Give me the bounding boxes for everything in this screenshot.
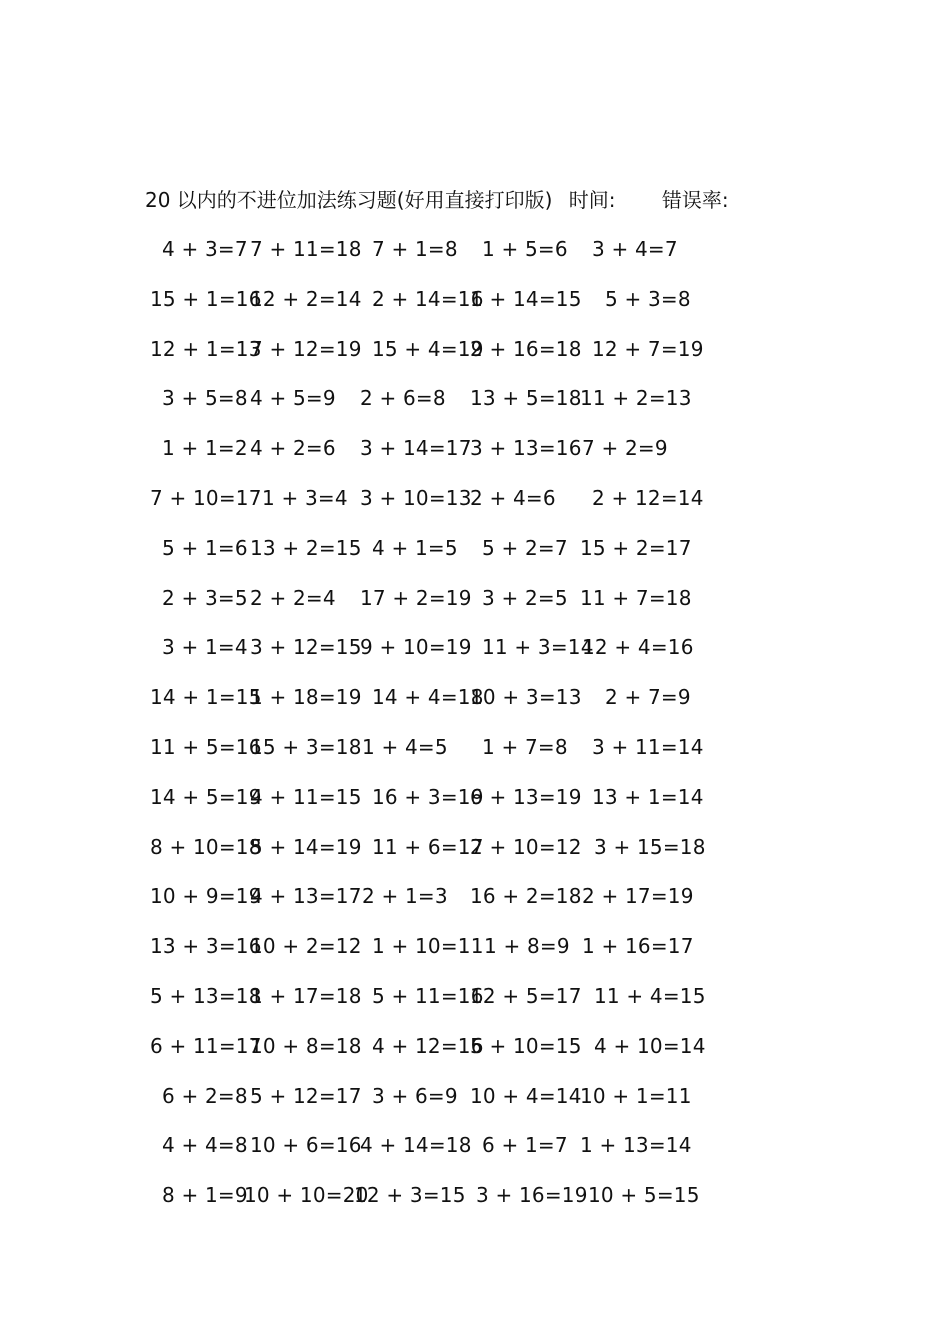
addition-problem: 2 + 14=16	[372, 286, 484, 311]
addition-problem: 7 + 2=9	[582, 436, 668, 461]
addition-problem: 13 + 3=16	[150, 934, 262, 959]
addition-problem: 11 + 5=16	[150, 734, 262, 759]
addition-problem: 16 + 3=19	[372, 784, 484, 809]
problem-row	[150, 535, 710, 585]
addition-problem: 5 + 2=7	[482, 535, 568, 560]
addition-problem: 3 + 15=18	[594, 834, 706, 859]
addition-problem: 10 + 8=18	[250, 1033, 362, 1058]
addition-problem: 3 + 5=8	[162, 386, 248, 411]
addition-problem: 13 + 1=14	[592, 784, 704, 809]
addition-problem: 5 + 12=17	[250, 1083, 362, 1108]
problem-row	[150, 933, 710, 983]
addition-problem: 3 + 10=13	[360, 485, 472, 510]
addition-problem: 2 + 6=8	[360, 386, 446, 411]
addition-problem: 1 + 14=15	[470, 286, 582, 311]
addition-problem: 13 + 5=18	[470, 386, 582, 411]
addition-problem: 1 + 4=5	[362, 734, 448, 759]
addition-problem: 12 + 3=15	[354, 1183, 466, 1208]
addition-problem: 6 + 13=19	[470, 784, 582, 809]
addition-problem: 10 + 2=12	[250, 934, 362, 959]
addition-problem: 17 + 2=19	[360, 585, 472, 610]
addition-problem: 12 + 1=13	[150, 336, 262, 361]
addition-problem: 10 + 5=15	[588, 1183, 700, 1208]
addition-problem: 2 + 12=14	[592, 485, 704, 510]
addition-problem: 3 + 2=5	[482, 585, 568, 610]
addition-problem: 1 + 17=18	[250, 983, 362, 1008]
problem-row	[150, 286, 710, 336]
addition-problem: 15 + 3=18	[250, 734, 362, 759]
addition-problem: 1 + 7=8	[482, 734, 568, 759]
error-rate-label: 错误率:	[661, 188, 729, 212]
addition-problem: 2 + 2=4	[250, 585, 336, 610]
addition-problem: 15 + 1=16	[150, 286, 262, 311]
addition-problem: 5 + 10=15	[470, 1033, 582, 1058]
addition-problem: 3 + 12=15	[250, 635, 362, 660]
addition-problem: 4 + 5=9	[250, 386, 336, 411]
problem-row	[150, 485, 710, 535]
addition-problem: 3 + 13=16	[470, 436, 582, 461]
addition-problem: 5 + 11=16	[372, 983, 484, 1008]
addition-problem: 10 + 10=20	[244, 1183, 369, 1208]
addition-problem: 2 + 16=18	[470, 336, 582, 361]
addition-problem: 11 + 6=17	[372, 834, 484, 859]
addition-problem: 12 + 2=14	[250, 286, 362, 311]
addition-problem: 1 + 13=14	[580, 1133, 692, 1158]
addition-problem: 7 + 1=8	[372, 237, 458, 261]
problem-row	[150, 883, 710, 933]
addition-problem: 6 + 1=7	[482, 1133, 568, 1158]
addition-problem: 3 + 14=17	[360, 436, 472, 461]
addition-problem: 10 + 1=11	[580, 1083, 692, 1108]
problem-grid	[150, 236, 710, 1232]
addition-problem: 1 + 8=9	[484, 934, 570, 959]
addition-problem: 3 + 6=9	[372, 1083, 458, 1108]
addition-problem: 8 + 10=18	[150, 834, 262, 859]
problem-row	[150, 1182, 710, 1232]
addition-problem: 12 + 5=17	[470, 983, 582, 1008]
addition-problem: 14 + 4=18	[372, 685, 484, 710]
addition-problem: 7 + 12=19	[250, 336, 362, 361]
addition-problem: 15 + 2=17	[580, 535, 692, 560]
addition-problem: 11 + 2=13	[580, 386, 692, 411]
addition-problem: 2 + 1=3	[362, 884, 448, 909]
addition-problem: 14 + 1=15	[150, 685, 262, 710]
problem-row	[150, 784, 710, 834]
addition-problem: 16 + 2=18	[470, 884, 582, 909]
addition-problem: 4 + 13=17	[250, 884, 362, 909]
addition-problem: 1 + 5=6	[482, 237, 568, 261]
addition-problem: 3 + 4=7	[592, 237, 678, 261]
addition-problem: 1 + 16=17	[582, 934, 694, 959]
addition-problem: 4 + 3=7	[162, 237, 248, 261]
addition-problem: 10 + 6=16	[250, 1133, 362, 1158]
problem-row	[150, 734, 710, 784]
addition-problem: 11 + 3=14	[482, 635, 594, 660]
addition-problem: 9 + 10=19	[360, 635, 472, 660]
problem-row	[150, 585, 710, 635]
addition-problem: 4 + 14=18	[360, 1133, 472, 1158]
addition-problem: 3 + 11=14	[592, 734, 704, 759]
addition-problem: 8 + 1=9	[162, 1183, 248, 1208]
addition-problem: 4 + 10=14	[594, 1033, 706, 1058]
addition-problem: 6 + 2=8	[162, 1083, 248, 1108]
problem-row	[150, 236, 710, 286]
addition-problem: 4 + 12=16	[372, 1033, 484, 1058]
problem-row	[150, 1132, 710, 1182]
addition-problem: 13 + 2=15	[250, 535, 362, 560]
addition-problem: 6 + 11=17	[150, 1033, 262, 1058]
time-label: 时间:	[568, 188, 616, 212]
addition-problem: 5 + 14=19	[250, 834, 362, 859]
problem-row	[150, 1033, 710, 1083]
addition-problem: 2 + 7=9	[605, 685, 691, 710]
addition-problem: 5 + 1=6	[162, 535, 248, 560]
addition-problem: 5 + 3=8	[605, 286, 691, 311]
addition-problem: 2 + 17=19	[582, 884, 694, 909]
problem-row	[150, 983, 710, 1033]
addition-problem: 3 + 1=4	[162, 635, 248, 660]
addition-problem: 14 + 5=19	[150, 784, 262, 809]
addition-problem: 1 + 3=4	[262, 485, 348, 510]
problem-row	[150, 385, 710, 435]
problem-row	[150, 336, 710, 386]
problem-row	[150, 684, 710, 734]
addition-problem: 1 + 10=11	[372, 934, 484, 959]
addition-problem: 2 + 3=5	[162, 585, 248, 610]
addition-problem: 1 + 1=2	[162, 436, 248, 461]
addition-problem: 4 + 11=15	[250, 784, 362, 809]
addition-problem: 12 + 4=16	[582, 635, 694, 660]
addition-problem: 11 + 7=18	[580, 585, 692, 610]
addition-problem: 4 + 2=6	[250, 436, 336, 461]
addition-problem: 10 + 4=14	[470, 1083, 582, 1108]
addition-problem: 4 + 1=5	[372, 535, 458, 560]
addition-problem: 7 + 11=18	[250, 237, 362, 261]
worksheet-title: 20 以内的不进位加法练习题(好用直接打印版)	[145, 188, 553, 212]
addition-problem: 10 + 9=19	[150, 884, 262, 909]
worksheet-title-line	[145, 186, 729, 214]
addition-problem: 11 + 4=15	[594, 983, 706, 1008]
problem-row	[150, 834, 710, 884]
addition-problem: 2 + 10=12	[470, 834, 582, 859]
addition-problem: 3 + 16=19	[476, 1183, 588, 1208]
problem-row	[150, 634, 710, 684]
addition-problem: 5 + 13=18	[150, 983, 262, 1008]
addition-problem: 4 + 4=8	[162, 1133, 248, 1158]
problem-row	[150, 1083, 710, 1133]
addition-problem: 7 + 10=17	[150, 485, 262, 510]
addition-problem: 15 + 4=19	[372, 336, 484, 361]
addition-problem: 12 + 7=19	[592, 336, 704, 361]
addition-problem: 1 + 18=19	[250, 685, 362, 710]
addition-problem: 2 + 4=6	[470, 485, 556, 510]
problem-row	[150, 435, 710, 485]
addition-problem: 10 + 3=13	[470, 685, 582, 710]
